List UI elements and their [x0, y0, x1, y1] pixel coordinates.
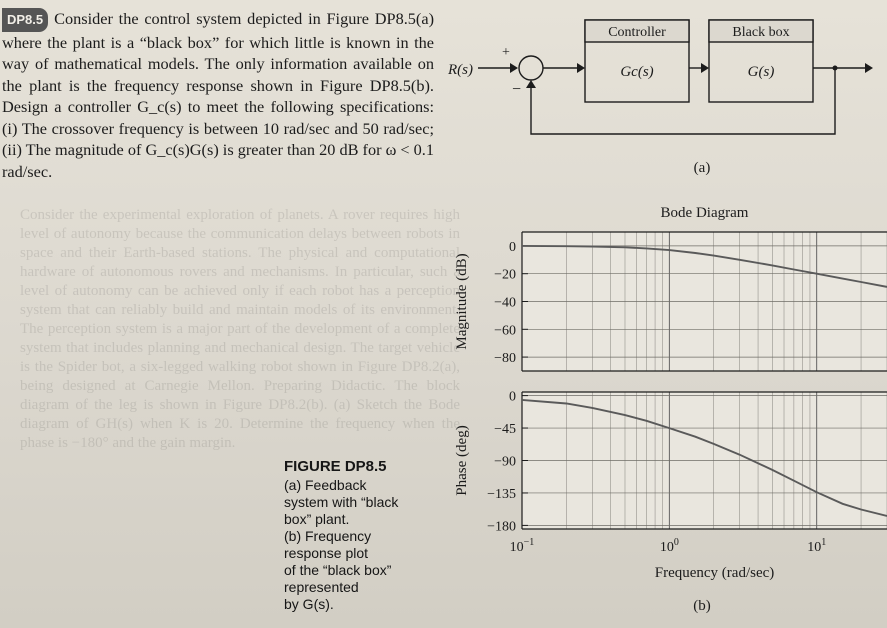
plus-sign: + [502, 45, 510, 60]
problem-number: DP8.5 [2, 8, 48, 32]
x-axis-label: Frequency (rad/sec) [654, 565, 775, 581]
error-arrowhead [577, 63, 585, 73]
magnitude-axis-label: Magnitude (dB) [454, 253, 470, 350]
figure-caption [284, 458, 464, 613]
chart-title: Bode Diagram [660, 205, 749, 221]
caption-line: represented [284, 579, 359, 595]
phase-axis-label: Phase (deg) [454, 425, 470, 496]
caption-line: (a) Feedback [284, 477, 367, 493]
input-arrowhead [510, 63, 518, 73]
plant-title: Black box [732, 25, 790, 40]
block-diagram [440, 8, 887, 193]
minus-sign: − [512, 81, 522, 98]
caption-line: box” plant. [284, 511, 350, 527]
control-arrowhead [701, 63, 709, 73]
y-tick-label: −180 [487, 519, 516, 535]
caption-line: by G(s). [284, 596, 334, 612]
caption-line: system with “black [284, 494, 399, 510]
figure-b-label: (b) [693, 598, 711, 614]
y-tick-label: −90 [494, 454, 516, 470]
caption-line: of the “black box” [284, 562, 392, 578]
x-tick-label: $10^0$ [659, 537, 679, 555]
bode-diagram [440, 196, 887, 628]
problem-text: Consider the control system depicted in Figure DP8.5(a) where the plant is a “black box” for which little is known in the way of mathematical models. The only information available on the plant is the frequency response shown in Figure DP8.5(b). Design a controller G_c(s) to meet the following specifications: (i) The crossover frequency is between 10 rad/sec and 50 rad/sec; (ii) The magnitude of G_c(s)G(s) is greater than 20 dB for ω < 0.1 rad/sec. [2, 9, 434, 181]
y-tick-label: 0 [509, 389, 516, 405]
y-tick-label: −80 [494, 351, 516, 367]
output-arrowhead [865, 63, 873, 73]
bleed-through-text: Consider the experimental exploration of planets. A rover requires high level of autonomy because the communication delays between robots in space and their Earth-based stations. The physical and computational hardware of autonomous rovers and mechanisms. In particular, such a level of autonomy can be achieved only if each robot has a perception system that can reliably build and maintain models of its environment. The perception system is a major part of the development of a complete system that includes planning and mechanical design. The target vehicle is the Spider bot, a six-legged walking robot shown in Figure DP8.2(a), being designed at Carnegie Mellon. Preparing Didactic. The block diagram of the leg is shown in Figure DP8.2(b). (a) Sketch the Bode diagram of GH(s) when K is 20. Determine the frequency when the phase is −180° and the gain margin. [20, 207, 460, 451]
feedback-arrowhead [526, 80, 536, 88]
y-tick-label: −40 [494, 295, 516, 311]
summing-junction [519, 56, 543, 80]
figure-a-label: (a) [693, 160, 711, 176]
plant-tf: G(s) [747, 64, 775, 80]
y-tick-label: −135 [487, 486, 516, 502]
x-tick-label: $10^{-1}$ [509, 537, 535, 555]
controller-title: Controller [608, 25, 666, 40]
problem-statement [2, 8, 434, 182]
caption-line: (b) Frequency [284, 528, 372, 544]
y-tick-label: −60 [494, 323, 516, 339]
controller-tf: Gc(s) [620, 64, 654, 80]
caption-line: response plot [284, 545, 369, 561]
feedback-path [531, 68, 835, 134]
y-tick-label: −45 [494, 422, 516, 438]
y-tick-label: −20 [494, 267, 516, 283]
x-tick-label: $10^1$ [807, 537, 827, 555]
input-label: R(s) [448, 62, 473, 78]
figure-caption-title: FIGURE DP8.5 [284, 458, 387, 475]
y-tick-label: 0 [509, 239, 516, 255]
